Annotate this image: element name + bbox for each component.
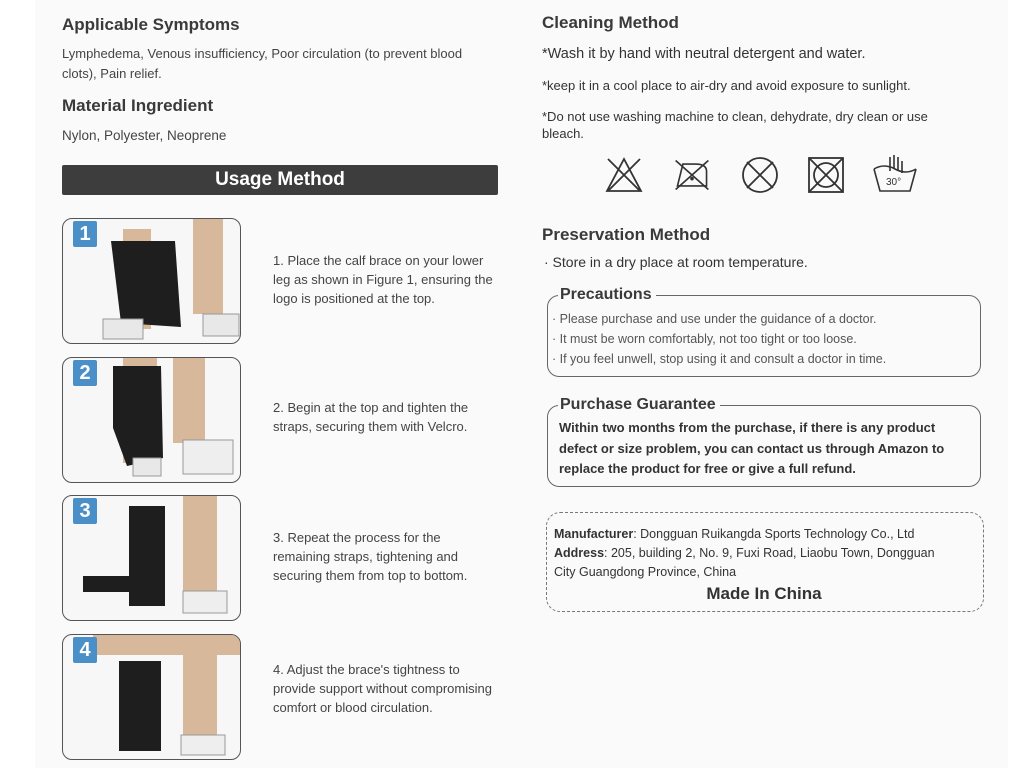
applicable-symptoms-heading: Applicable Symptoms	[62, 15, 240, 34]
step-3-figure	[62, 495, 241, 621]
usage-method-banner: Usage Method	[62, 165, 498, 195]
applicable-symptoms-text: Lymphedema, Venous insufficiency, Poor circulation (to prevent blood clots), Pain relief.	[62, 46, 463, 81]
cleaning-line-1: *Wash it by hand with neutral detergent and water.	[542, 46, 866, 62]
precaution-item: · If you feel unwell, stop using it and consult a doctor in time.	[552, 352, 887, 366]
material-ingredient-text: Nylon, Polyester, Neoprene	[62, 128, 227, 143]
no-dry-clean-icon	[740, 155, 780, 195]
manufacturer-value: Dongguan Ruikangda Sports Technology Co., Ltd	[640, 527, 915, 541]
purchase-guarantee-text: Within two months from the purchase, if there is any product defect or size problem, you can contact us through Amazon to replace the product for free or give a full refund.	[559, 420, 945, 476]
step-2-number: 2	[73, 360, 97, 386]
step-3-number: 3	[73, 498, 97, 524]
no-iron-icon	[672, 155, 712, 195]
address-line-2: City Guangdong Province, China	[554, 565, 737, 579]
address-line-1: 205, building 2, No. 9, Fuxi Road, Liaobu Town, Dongguan	[610, 546, 935, 560]
address-block: Address: 205, building 2, No. 9, Fuxi Road, Liaobu Town, Dongguan City Guangdong Province, China	[554, 544, 979, 582]
precaution-item: · Please purchase and use under the guidance of a doctor.	[552, 312, 877, 326]
step-1-figure	[62, 218, 241, 344]
hand-wash-icon	[872, 155, 918, 195]
no-tumble-dry-icon	[806, 155, 846, 195]
preservation-text: · Store in a dry place at room temperature.	[544, 254, 808, 270]
step-3-text: 3. Repeat the process for the remaining straps, tightening and securing them from top to bottom.	[273, 530, 468, 583]
preservation-method-heading: Preservation Method	[542, 225, 711, 244]
manufacturer-line: Manufacturer: Dongguan Ruikangda Sports Technology Co., Ltd	[554, 527, 915, 541]
step-2-figure	[62, 357, 241, 483]
address-label: Address	[554, 546, 605, 560]
made-in-china: Made In China	[706, 584, 822, 603]
precautions-list	[552, 309, 972, 369]
purchase-guarantee-heading: Purchase Guarantee	[558, 396, 720, 414]
cleaning-line-3: *Do not use washing machine to clean, dehydrate, dry clean or use bleach.	[542, 109, 928, 141]
no-bleach-icon	[604, 155, 644, 195]
material-ingredient-heading: Material Ingredient	[62, 96, 214, 115]
step-4-text: 4. Adjust the brace's tightness to provide support without compromising comfort or blood circulation.	[273, 662, 492, 715]
hand-wash-temperature: 30°	[886, 177, 902, 188]
cleaning-line-2: *keep it in a cool place to air-dry and avoid exposure to sunlight.	[542, 78, 911, 93]
step-4-number: 4	[73, 637, 97, 663]
step-1-text: 1. Place the calf brace on your lower leg as shown in Figure 1, ensuring the logo is positioned at the top.	[273, 253, 493, 306]
precaution-item: · It must be worn comfortably, not too tight or too loose.	[552, 332, 857, 346]
page-edge	[1008, 0, 1024, 768]
precautions-heading: Precautions	[558, 286, 656, 304]
cleaning-method-heading: Cleaning Method	[542, 13, 679, 32]
manufacturer-label: Manufacturer	[554, 527, 634, 541]
step-1-number: 1	[73, 221, 97, 247]
step-2-text: 2. Begin at the top and tighten the straps, securing them with Velcro.	[273, 400, 469, 434]
step-4-figure	[62, 634, 241, 760]
